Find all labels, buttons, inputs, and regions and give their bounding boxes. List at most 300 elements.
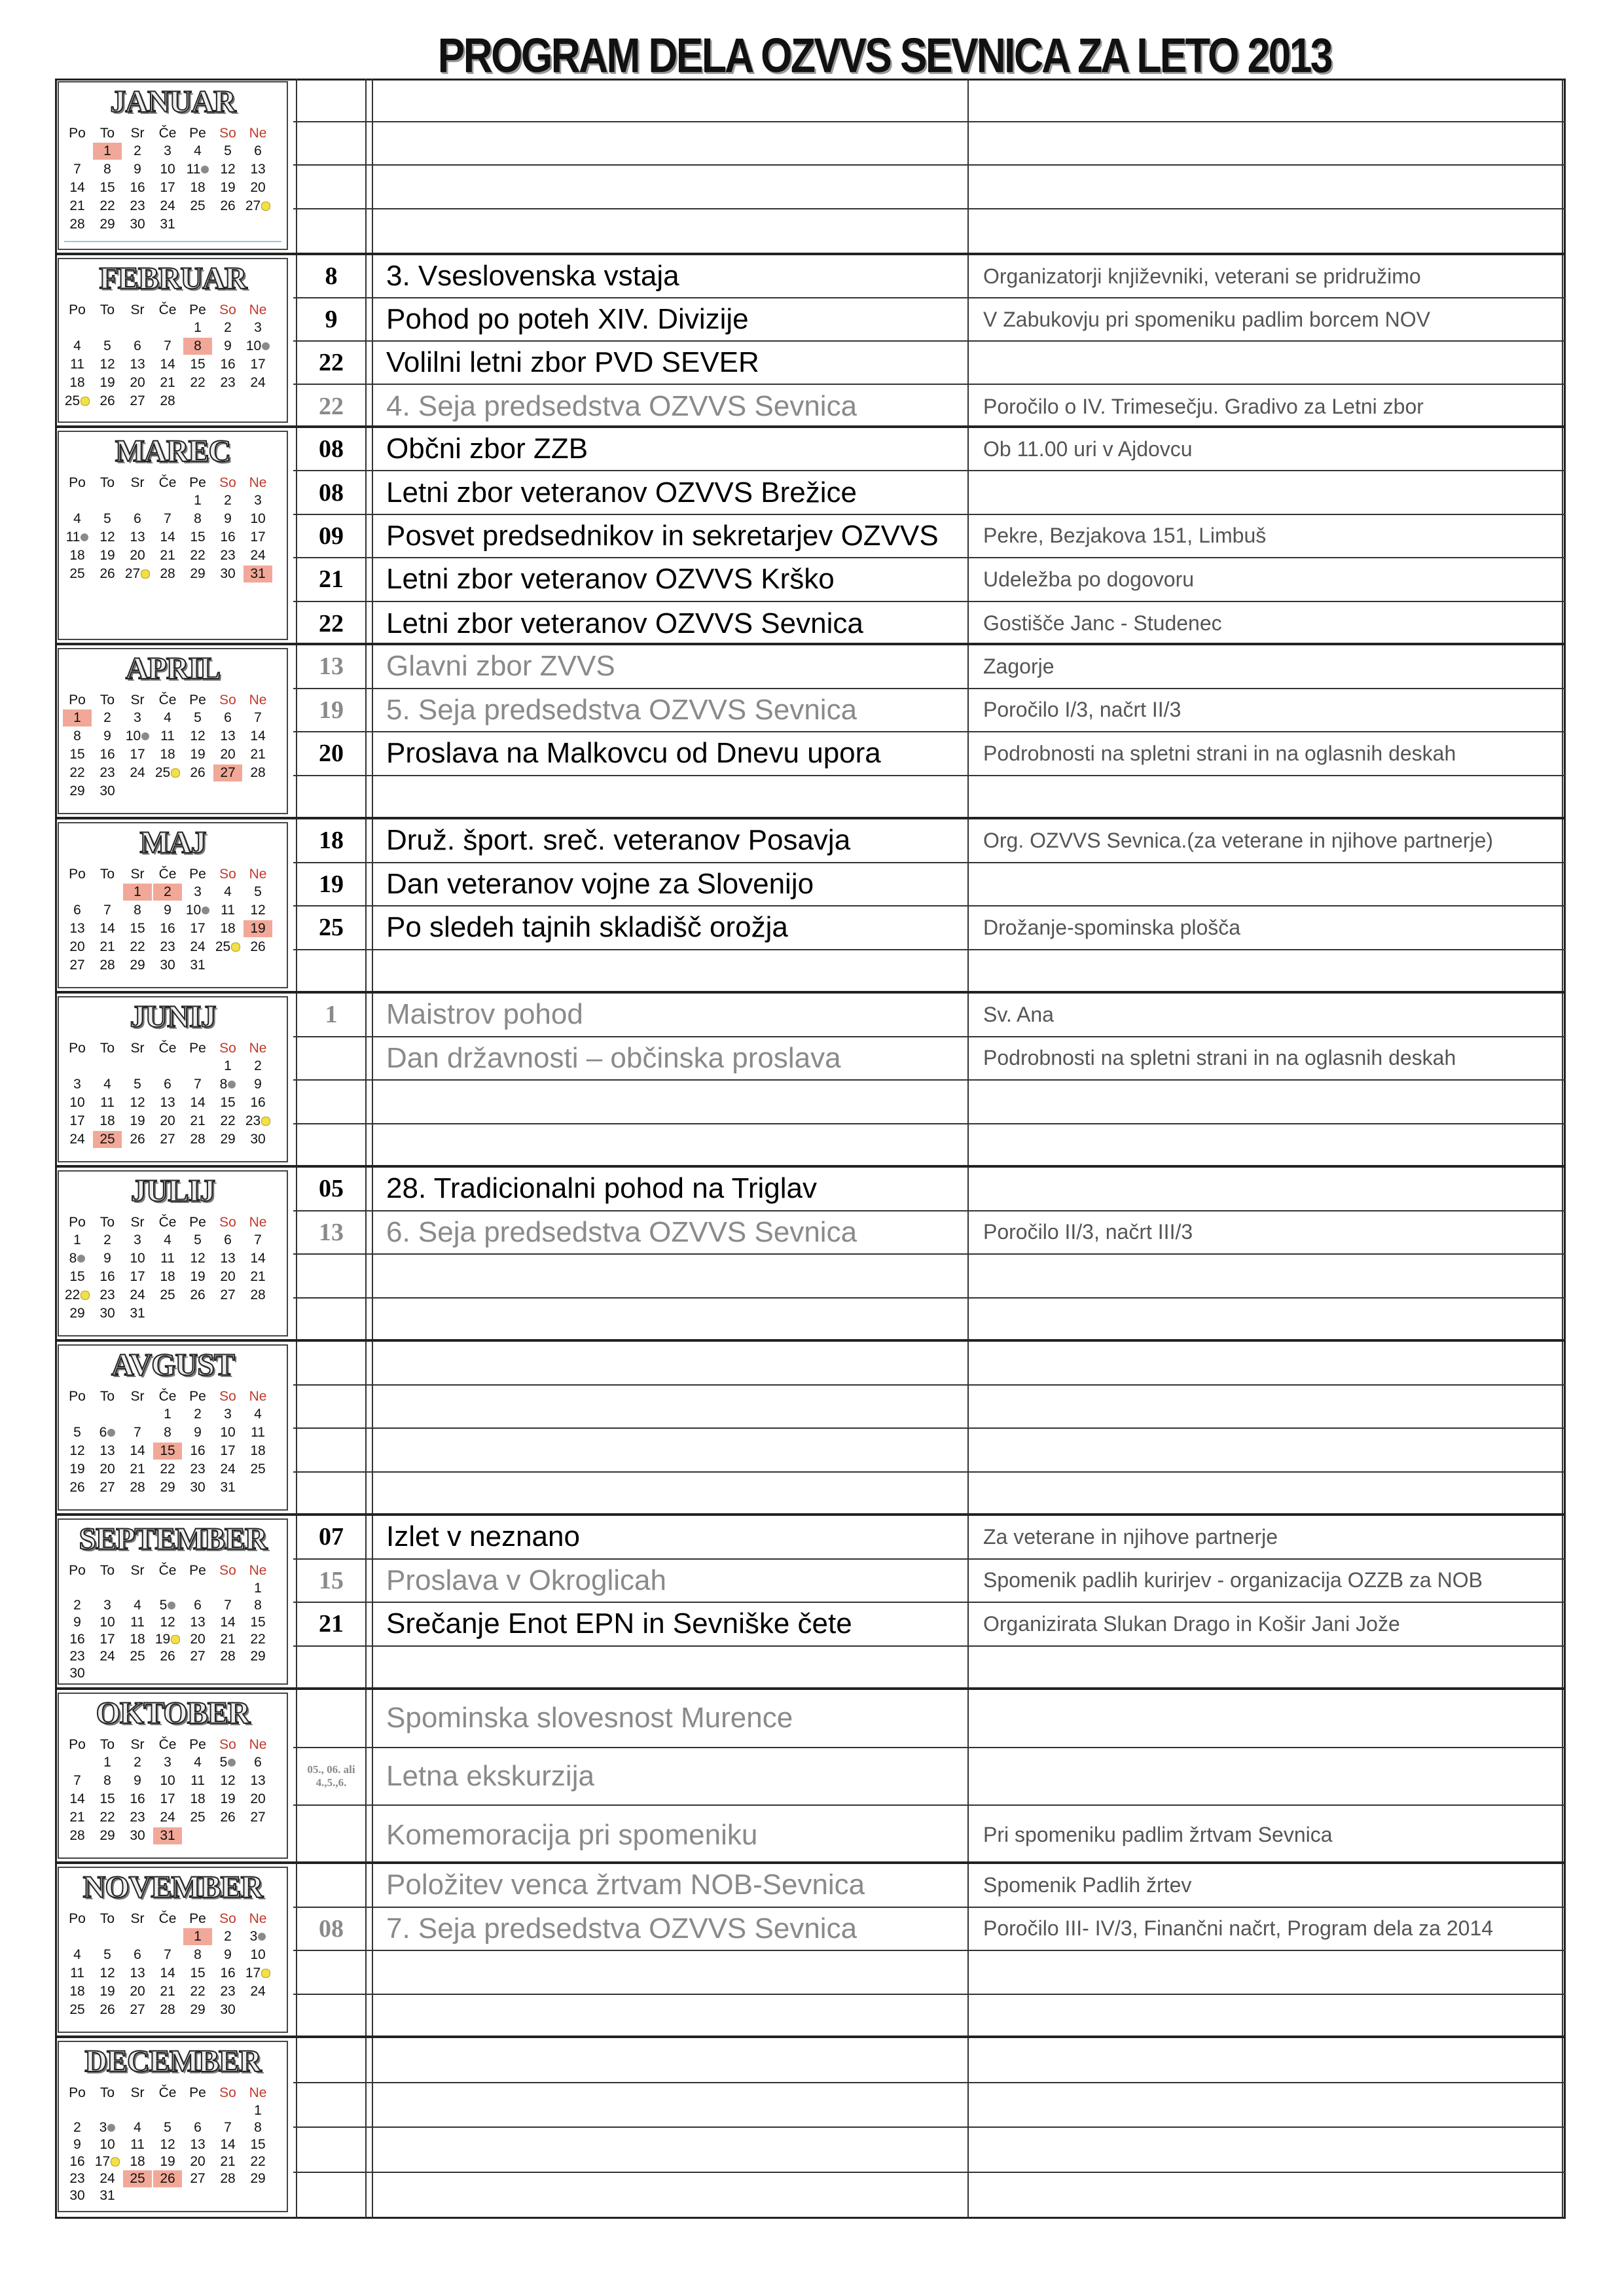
calendar-day <box>183 1772 212 1789</box>
month-name: JUNIJ <box>130 999 216 1034</box>
calendar-day-number: 27 <box>69 958 85 973</box>
calendar-day-number: 24 <box>250 548 266 563</box>
event-title <box>372 1995 969 2039</box>
calendar-day <box>213 547 242 564</box>
calendar-day-number: 10 <box>245 338 262 353</box>
calendar-day-number: 10 <box>99 1615 115 1630</box>
calendar-day-number: 19 <box>220 180 236 195</box>
calendar-day <box>123 709 152 726</box>
calendar-day-number: 10 <box>130 1251 145 1266</box>
calendar-day <box>93 1648 122 1665</box>
calendar-day-number: 5 <box>254 884 262 899</box>
weekday-label: Sr <box>130 1215 145 1230</box>
calendar-day <box>123 1305 152 1322</box>
calendar-day-number: 22 <box>190 548 206 563</box>
calendar-day <box>93 338 122 355</box>
calendar-day-number: 16 <box>220 529 236 545</box>
event-note <box>969 2038 1563 2082</box>
calendar-day-number: 19 <box>99 548 115 563</box>
weekday-label: Pe <box>189 1041 206 1056</box>
calendar-day-number: 28 <box>250 765 266 780</box>
calendar-day-number: 28 <box>220 2171 236 2186</box>
calendar-day <box>63 1461 92 1478</box>
calendar-day-number: 29 <box>99 217 115 232</box>
calendar-day-number: 12 <box>160 2137 175 2152</box>
calendar-day <box>213 1809 242 1826</box>
calendar-day-number: 3 <box>254 493 262 508</box>
calendar-day <box>63 1232 92 1249</box>
calendar-day-number: 13 <box>190 2137 206 2152</box>
calendar-day <box>123 1648 152 1665</box>
event-date: 22 <box>296 602 367 645</box>
calendar-day <box>123 1772 152 1789</box>
calendar-day-number: 28 <box>190 1132 206 1147</box>
new-moon-icon <box>262 342 270 350</box>
calendar-day-number: 14 <box>160 1965 175 1981</box>
event-title: Po sledeh tajnih skladišč orožja <box>372 906 969 949</box>
calendar-day-number: 23 <box>99 1287 115 1302</box>
calendar-day <box>213 728 242 745</box>
calendar-day-number: 12 <box>190 1251 206 1266</box>
calendar-day-number: 20 <box>250 1791 266 1806</box>
calendar-day <box>123 547 152 564</box>
calendar-day-number: 14 <box>220 2137 236 2152</box>
calendar-day <box>183 1983 212 2000</box>
calendar-day <box>153 198 182 215</box>
calendar-day-number: 23 <box>130 198 145 213</box>
calendar-day <box>213 1479 242 1496</box>
event-note <box>969 950 1563 994</box>
calendar-day <box>153 1076 182 1093</box>
event-row <box>293 558 1566 601</box>
event-title: Letni zbor veteranov OZVVS Brežice <box>372 471 969 513</box>
calendar-day-number: 29 <box>69 1306 85 1321</box>
calendar-day <box>244 1406 272 1423</box>
calendar-day-number: 1 <box>73 1232 81 1247</box>
calendar-day <box>183 1928 212 1945</box>
month-block-oktober <box>55 1687 1566 1861</box>
calendar-day-number: 1 <box>194 1929 202 1944</box>
mini-calendar <box>58 431 288 640</box>
calendar-day <box>244 1754 272 1771</box>
calendar-day <box>123 1287 152 1304</box>
calendar-day-number: 9 <box>103 728 111 744</box>
calendar-day <box>183 143 212 160</box>
calendar-day-number: 6 <box>164 1077 171 1092</box>
calendar-day <box>153 143 182 160</box>
calendar-day <box>123 1479 152 1496</box>
event-title: Občni zbor ZZB <box>372 428 969 470</box>
calendar-day-number: 22 <box>99 198 115 213</box>
event-title: Položitev venca žrtvam NOB-Sevnica <box>372 1864 969 1907</box>
calendar-day <box>183 1113 212 1130</box>
calendar-day-number: 30 <box>160 958 175 973</box>
calendar-day-number: 17 <box>99 1632 115 1647</box>
event-rows <box>293 79 1566 253</box>
calendar-day-number: 28 <box>69 1828 85 1843</box>
calendar-day-number: 17 <box>94 2154 111 2169</box>
calendar-day-number: 17 <box>160 1791 175 1806</box>
calendar-day-number: 14 <box>130 1443 145 1458</box>
calendar-day-number: 27 <box>190 2171 206 2186</box>
event-date <box>296 1299 367 1342</box>
calendar-day <box>153 393 182 410</box>
calendar-day <box>213 1791 242 1808</box>
calendar-day-number: 13 <box>220 1251 236 1266</box>
event-row <box>293 1560 1566 1604</box>
calendar-day <box>183 1232 212 1249</box>
calendar-day-number: 13 <box>160 1095 175 1110</box>
event-note <box>969 1690 1563 1747</box>
calendar-day <box>93 1479 122 1496</box>
calendar-day <box>213 161 242 178</box>
calendar-day <box>123 764 152 781</box>
calendar-day-number: 9 <box>73 1615 81 1630</box>
calendar-day <box>153 161 182 178</box>
calendar-day-number: 16 <box>99 1269 115 1284</box>
calendar-day-number: 28 <box>130 1480 145 1495</box>
calendar-day-number: 17 <box>250 529 266 545</box>
calendar-day <box>244 143 272 160</box>
calendar-day-number: 17 <box>245 1965 261 1981</box>
calendar-day-number: 26 <box>99 566 115 581</box>
new-moon-icon <box>77 1255 85 1263</box>
event-row <box>293 209 1566 253</box>
event-title <box>372 776 969 820</box>
calendar-day <box>213 1094 242 1111</box>
calendar-day <box>93 356 122 373</box>
event-date <box>296 1690 367 1747</box>
event-note <box>969 1995 1563 2039</box>
calendar-day-number: 13 <box>69 921 85 936</box>
calendar-day-number: 1 <box>134 884 141 899</box>
event-row <box>293 79 1566 122</box>
event-date: 22 <box>296 342 367 384</box>
weekday-label: Če <box>158 1737 177 1752</box>
calendar-day <box>244 1094 272 1111</box>
weekday-header <box>59 475 287 491</box>
calendar-day-number: 20 <box>69 939 85 954</box>
calendar-day <box>93 1131 122 1148</box>
event-title: Glavni zbor ZVVS <box>372 645 969 688</box>
calendar-day-number: 29 <box>190 2002 206 2017</box>
calendar-day <box>123 1614 152 1631</box>
calendar-day <box>244 2170 272 2187</box>
calendar-day <box>183 1614 212 1631</box>
calendar-day <box>63 198 92 215</box>
event-title <box>372 79 969 121</box>
calendar-day <box>213 179 242 196</box>
event-row <box>293 906 1566 950</box>
event-note: Podrobnosti na spletni strani in na oglasnih deskah <box>969 732 1563 775</box>
event-note <box>969 342 1563 384</box>
weekday-label: Ne <box>249 1737 267 1752</box>
calendar-day-number: 5 <box>194 1232 202 1247</box>
calendar-day <box>153 179 182 196</box>
calendar-day-number: 2 <box>224 320 232 335</box>
month-block-januar <box>55 79 1566 253</box>
calendar-day-number: 2 <box>73 2120 81 2135</box>
calendar-day <box>93 1772 122 1789</box>
weekday-label: Pe <box>189 126 206 141</box>
calendar-day-number: 22 <box>99 1810 115 1825</box>
calendar-day-number: 17 <box>69 1113 85 1128</box>
calendar-day-number: 11 <box>70 357 84 372</box>
calendar-day-number: 8 <box>194 1947 202 1962</box>
month-name: OKTOBER <box>96 1696 250 1731</box>
weekday-label: So <box>219 1737 236 1752</box>
calendar-day-number: 25 <box>190 198 206 213</box>
calendar-day-number: 19 <box>160 2154 175 2169</box>
weekday-label: Sr <box>130 1041 145 1056</box>
calendar-day <box>183 957 212 974</box>
weekday-label: Sr <box>130 1563 145 1578</box>
event-title: 5. Seja predsedstva OZVVS Sevnica <box>372 689 969 732</box>
calendar-day <box>244 1058 272 1075</box>
calendar-day-number: 6 <box>194 1598 202 1613</box>
calendar-day <box>123 216 152 233</box>
event-title <box>372 2128 969 2172</box>
new-moon-icon <box>258 1933 266 1941</box>
calendar-day <box>93 2187 122 2204</box>
event-note: Spomenik padlih kurirjev - organizacija OZZB za NOB <box>969 1560 1563 1602</box>
calendar-day <box>244 920 272 937</box>
event-title: Proslava v Okroglicah <box>372 1560 969 1602</box>
calendar-day-number: 9 <box>134 1773 141 1788</box>
event-row <box>293 1690 1566 1748</box>
full-moon-icon <box>141 569 150 579</box>
calendar-day <box>183 1250 212 1267</box>
calendar-day <box>183 547 212 564</box>
calendar-day <box>213 1754 242 1771</box>
event-note <box>969 1255 1563 1297</box>
weekday-label: Sr <box>130 1389 145 1404</box>
calendar-day <box>244 1965 272 1982</box>
weekday-label: Po <box>69 475 86 490</box>
event-date: 25 <box>296 906 367 949</box>
weekday-header <box>59 867 287 882</box>
calendar-day-number: 9 <box>194 1425 202 1440</box>
calendar-day-number: 29 <box>69 783 85 798</box>
calendar-day-number: 31 <box>190 958 206 973</box>
calendar-day <box>153 728 182 745</box>
full-moon-icon <box>81 397 90 406</box>
calendar-day <box>183 198 212 215</box>
calendar-day <box>63 1648 92 1665</box>
weekday-label: Pe <box>189 1389 206 1404</box>
calendar-day <box>123 920 152 937</box>
calendar-day-number: 11 <box>100 1095 115 1110</box>
calendar-day <box>153 1946 182 1964</box>
calendar-day-number: 24 <box>220 1462 236 1477</box>
calendar-day <box>93 198 122 215</box>
calendar-day <box>153 1250 182 1267</box>
event-title: Letni zbor veteranov OZVVS Sevnica <box>372 602 969 645</box>
calendar-day-number: 4 <box>134 1598 141 1613</box>
calendar-day <box>123 338 152 355</box>
calendar-day-number: 3 <box>164 1755 171 1770</box>
new-moon-icon <box>107 2124 115 2132</box>
calendar-day <box>183 1597 212 1614</box>
calendar-day <box>183 1648 212 1665</box>
calendar-day-number: 29 <box>130 958 145 973</box>
weekday-label: Če <box>158 2085 177 2100</box>
calendar-day-number: 8 <box>219 1077 228 1092</box>
event-date: 19 <box>296 863 367 906</box>
calendar-day <box>244 1772 272 1789</box>
calendar-day-number: 5 <box>103 511 111 526</box>
calendar-day-number: 3 <box>103 1598 111 1613</box>
calendar-day <box>63 783 92 800</box>
calendar-day-number: 29 <box>250 2171 266 2186</box>
calendar-day-number: 25 <box>69 2002 85 2017</box>
calendar-day <box>123 1113 152 1130</box>
calendar-day <box>153 2119 182 2136</box>
full-moon-icon <box>231 942 240 952</box>
weekday-label: So <box>219 692 236 708</box>
new-moon-icon <box>202 906 209 914</box>
calendar-day-number: 12 <box>69 1443 85 1458</box>
calendar-day <box>213 198 242 215</box>
calendar-day <box>153 511 182 528</box>
calendar-day-number: 28 <box>160 2002 175 2017</box>
calendar-day <box>93 565 122 583</box>
calendar-day-number: 22 <box>160 1462 175 1477</box>
calendar-day-number: 9 <box>224 511 232 526</box>
calendar-day-number: 7 <box>224 1598 232 1613</box>
calendar-day-number: 3 <box>224 1407 232 1422</box>
calendar-day-number: 15 <box>69 1269 85 1284</box>
calendar-day-number: 9 <box>224 1947 232 1962</box>
calendar-day-number: 18 <box>130 2154 145 2169</box>
calendar-day <box>63 1983 92 2000</box>
calendar-day-number: 29 <box>99 1828 115 1843</box>
event-title: Spominska slovesnost Murence <box>372 1690 969 1747</box>
calendar-day <box>183 884 212 901</box>
calendar-day <box>244 1983 272 2000</box>
weekday-label: Po <box>69 1737 86 1752</box>
full-moon-icon <box>81 1291 90 1300</box>
weekday-label: So <box>219 1041 236 1056</box>
weekday-label: Pe <box>189 1911 206 1926</box>
weekday-label: Če <box>158 1041 177 1056</box>
calendar-day <box>213 764 242 781</box>
event-note <box>969 2083 1563 2127</box>
calendar-day-number: 20 <box>130 375 145 390</box>
mini-calendar <box>58 1867 288 2033</box>
event-date: 21 <box>296 558 367 600</box>
calendar-day-number: 13 <box>250 162 266 177</box>
calendar-day-number: 30 <box>250 1132 266 1147</box>
event-row <box>293 950 1566 994</box>
month-name: AVGUST <box>111 1348 234 1382</box>
calendar-day-number: 15 <box>220 1095 236 1110</box>
month-name: FEBRUAR <box>99 261 247 296</box>
calendar-day <box>183 746 212 763</box>
event-title: 3. Vseslovenska vstaja <box>372 255 969 297</box>
calendar-day <box>213 884 242 901</box>
calendar-day-number: 2 <box>103 710 111 725</box>
calendar-day <box>93 2136 122 2153</box>
calendar-day-number: 23 <box>220 1984 236 1999</box>
calendar-day-number: 29 <box>190 566 206 581</box>
calendar-day-number: 21 <box>160 1984 175 1999</box>
weekday-label: Ne <box>249 126 267 141</box>
calendar-day-number: 27 <box>130 2002 145 2017</box>
calendar-day <box>244 2102 272 2119</box>
calendar-day-number: 17 <box>220 1443 236 1458</box>
calendar-day <box>63 939 92 956</box>
event-row <box>293 1603 1566 1647</box>
event-title: Srečanje Enot EPN in Sevniške čete <box>372 1603 969 1645</box>
calendar-day <box>213 1983 242 2000</box>
event-note: Org. OZVVS Sevnica.(za veterane in njihove partnerje) <box>969 819 1563 862</box>
weekday-label: Pe <box>189 1563 206 1578</box>
calendar-day <box>183 374 212 391</box>
calendar-day-number: 31 <box>250 566 266 581</box>
event-note: Gostišče Janc - Studenec <box>969 602 1563 645</box>
calendar-day-number: 10 <box>250 511 266 526</box>
calendar-day-number: 12 <box>130 1095 145 1110</box>
calendar-day-number: 2 <box>194 1407 202 1422</box>
event-title: Volilni letni zbor PVD SEVER <box>372 342 969 384</box>
calendar-day <box>244 1424 272 1441</box>
calendar-day <box>213 1648 242 1665</box>
event-note <box>969 776 1563 820</box>
calendar-day-number: 24 <box>190 939 206 954</box>
calendar-day <box>153 374 182 391</box>
event-date <box>296 1081 367 1123</box>
calendar-day <box>213 1443 242 1460</box>
calendar-day-number: 19 <box>220 1791 236 1806</box>
calendar-day-number: 8 <box>254 1598 262 1613</box>
calendar-day-number: 18 <box>69 548 85 563</box>
event-note <box>969 2173 1563 2218</box>
calendar-day-number: 13 <box>250 1773 266 1788</box>
calendar-day-number: 30 <box>220 2002 236 2017</box>
event-date <box>296 2083 367 2127</box>
weekday-label: Pe <box>189 1737 206 1752</box>
calendar-day-number: 13 <box>99 1443 115 1458</box>
calendar-day <box>63 1772 92 1789</box>
calendar-day-number: 14 <box>69 180 85 195</box>
calendar-day <box>93 709 122 726</box>
weekday-label: So <box>219 126 236 141</box>
event-date <box>296 1342 367 1384</box>
event-note: Podrobnosti na spletni strani in na oglasnih deskah <box>969 1037 1563 1080</box>
calendar-day-number: 8 <box>254 2120 262 2135</box>
calendar-day-number: 7 <box>134 1425 141 1440</box>
calendar-day-number: 10 <box>160 1773 175 1788</box>
calendar-day-number: 22 <box>64 1287 81 1302</box>
calendar-day <box>63 356 92 373</box>
calendar-day-number: 8 <box>134 903 141 918</box>
weekday-label: So <box>219 1911 236 1926</box>
calendar-day-number: 11 <box>160 1251 175 1266</box>
calendar-day <box>183 920 212 937</box>
weekday-label: So <box>219 475 236 490</box>
calendar-day <box>63 1631 92 1648</box>
weekday-label: Če <box>158 867 177 882</box>
calendar-day-number: 7 <box>254 710 262 725</box>
calendar-day <box>123 1443 152 1460</box>
calendar-day-number: 12 <box>99 1965 115 1981</box>
event-row <box>293 1908 1566 1952</box>
calendar-day-number: 4 <box>164 710 171 725</box>
month-name: JULIJ <box>130 1174 215 1208</box>
calendar-day <box>213 1614 242 1631</box>
event-note <box>969 2128 1563 2172</box>
